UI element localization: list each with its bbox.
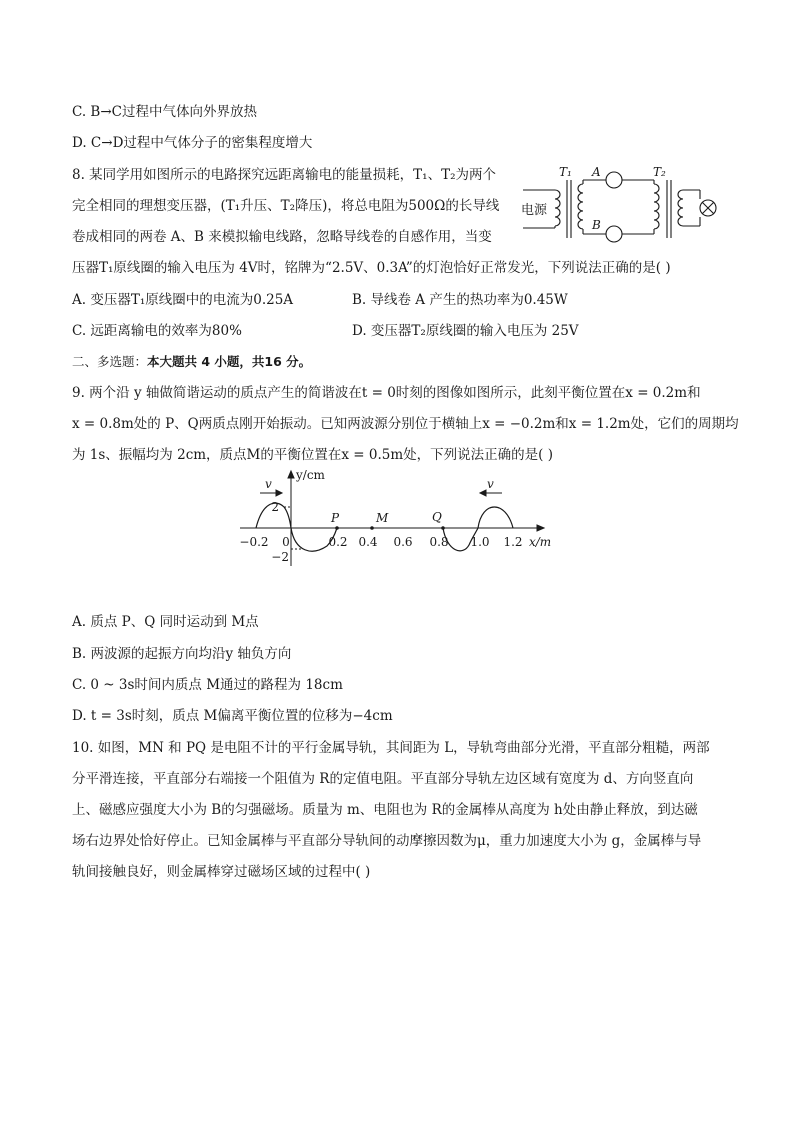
q9-x-tick-0: 0 <box>282 535 290 549</box>
q9-velocity-right: v <box>487 477 494 491</box>
q9-x-tick-0.4: 0.4 <box>358 535 378 549</box>
q9-point-q-dot <box>441 526 445 530</box>
section-2-heading <box>72 352 311 372</box>
q9-stem-line-2: x = 0.8m处的 P、Q两质点刚开始振动。已知两波源分别位于横轴上x = −0.2m和x = 1.2m处，它们的周期均 <box>72 416 739 432</box>
q8-circuit-figure <box>515 160 725 245</box>
q9-point-q-label: Q <box>432 510 442 524</box>
q10-stem-line-3: 上、磁感应强度大小为 B的匀强磁场。质量为 m、电阻也为 R的金属棒从高度为 h处由静止释放，到达磁 <box>72 802 698 818</box>
q9-stem-line-1: 9. 两个沿 y 轴做简谐运动的质点产生的简谐波在t = 0时刻的图像如图所示，此刻平衡位置在x = 0.2m和 <box>72 385 701 401</box>
q7-option-c: C. B→C过程中气体向外界放热 <box>72 104 257 120</box>
q8-source-label: 电源 <box>521 203 548 218</box>
q9-wave-figure <box>232 466 562 572</box>
q9-point-m-dot <box>370 526 374 530</box>
q8-coil-b-label: B <box>592 218 601 232</box>
q9-velocity-left: v <box>265 477 272 491</box>
q8-option-b: B. 导线卷 A 产生的热功率为0.45W <box>352 292 568 308</box>
q8-coil-a-label: A <box>592 165 601 179</box>
section-2-bold: 本大题共 4 小题，共16 分。 <box>147 354 312 369</box>
q9-option-b: B. 两波源的起振方向均沿y 轴负方向 <box>72 646 292 662</box>
q9-x-tick-0.8: 0.8 <box>429 535 449 549</box>
q8-stem-line-2: 完全相同的理想变压器，(T₁升压、T₂降压)，将总电阻为500Ω的长导线 <box>72 198 500 214</box>
q9-x-axis-label: x/m <box>529 535 552 549</box>
q9-stem-line-3: 为 1s、振幅均为 2cm，质点M的平衡位置在x = 0.5m处，下列说法正确的是( ) <box>72 447 553 463</box>
q9-y-tick-2: 2 <box>271 500 279 514</box>
q10-stem-line-4: 场右边界处恰好停止。已知金属棒与平直部分导轨间的动摩擦因数为μ，重力加速度大小为 g，金属棒与导 <box>72 833 702 849</box>
q9-point-m-label: M <box>376 511 389 525</box>
q9-x-tick-1.0: 1.0 <box>470 535 490 549</box>
q8-option-a: A. 变压器T₁原线圈中的电流为0.25A <box>72 292 294 308</box>
q9-x-tick-0.2: 0.2 <box>328 535 348 549</box>
q9-point-p-dot <box>335 526 339 530</box>
q10-stem-line-5: 轨间接触良好，则金属棒穿过磁场区域的过程中( ) <box>72 864 371 880</box>
q9-x-tick-neg0.2: −0.2 <box>239 535 269 549</box>
q9-y-axis-label: y/cm <box>296 468 325 482</box>
q8-stem-line-1: 8. 某同学用如图所示的电路探究远距离输电的能量损耗，T₁、T₂为两个 <box>72 167 497 183</box>
section-2-prefix: 二、多选题： <box>72 354 148 369</box>
q8-stem-line-4: 压器T₁原线圈的输入电压为 4V时，铭牌为“2.5V、0.3A”的灯泡恰好正常发光，下列说法正确的是( ) <box>72 260 671 276</box>
q10-stem-line-1: 10. 如图，MN 和 PQ 是电阻不计的平行金属导轨，其间距为 L，导轨弯曲部分光滑，平直部分粗糙，两部 <box>72 740 710 756</box>
q8-stem-line-3: 卷成相同的两卷 A、B 来模拟输电线路，忽略导线卷的自感作用，当变 <box>72 229 492 245</box>
q8-option-d: D. 变压器T₂原线圈的输入电压为 25V <box>352 323 579 339</box>
q8-t2-label: T₂ <box>653 165 666 179</box>
q8-t1-label: T₁ <box>559 165 572 179</box>
q10-stem-line-2: 分平滑连接，平直部分右端接一个阻值为 R的定值电阻。平直部分导轨左边区域有宽度为 d、方向竖直向 <box>72 771 694 787</box>
q9-option-c: C. 0 ~ 3s时间内质点 M通过的路程为 18cm <box>72 677 343 693</box>
q8-option-c: C. 远距离输电的效率为80% <box>72 323 242 339</box>
q9-x-tick-1.2: 1.2 <box>503 535 523 549</box>
q9-y-tick-neg2: −2 <box>271 550 289 564</box>
q7-option-d: D. C→D过程中气体分子的密集程度增大 <box>72 135 313 151</box>
q9-option-d: D. t = 3s时刻，质点 M偏离平衡位置的位移为−4cm <box>72 708 393 724</box>
q9-option-a: A. 质点 P、Q 同时运动到 M点 <box>72 614 259 630</box>
q9-point-p-label: P <box>331 511 340 525</box>
q9-x-tick-0.6: 0.6 <box>393 535 413 549</box>
